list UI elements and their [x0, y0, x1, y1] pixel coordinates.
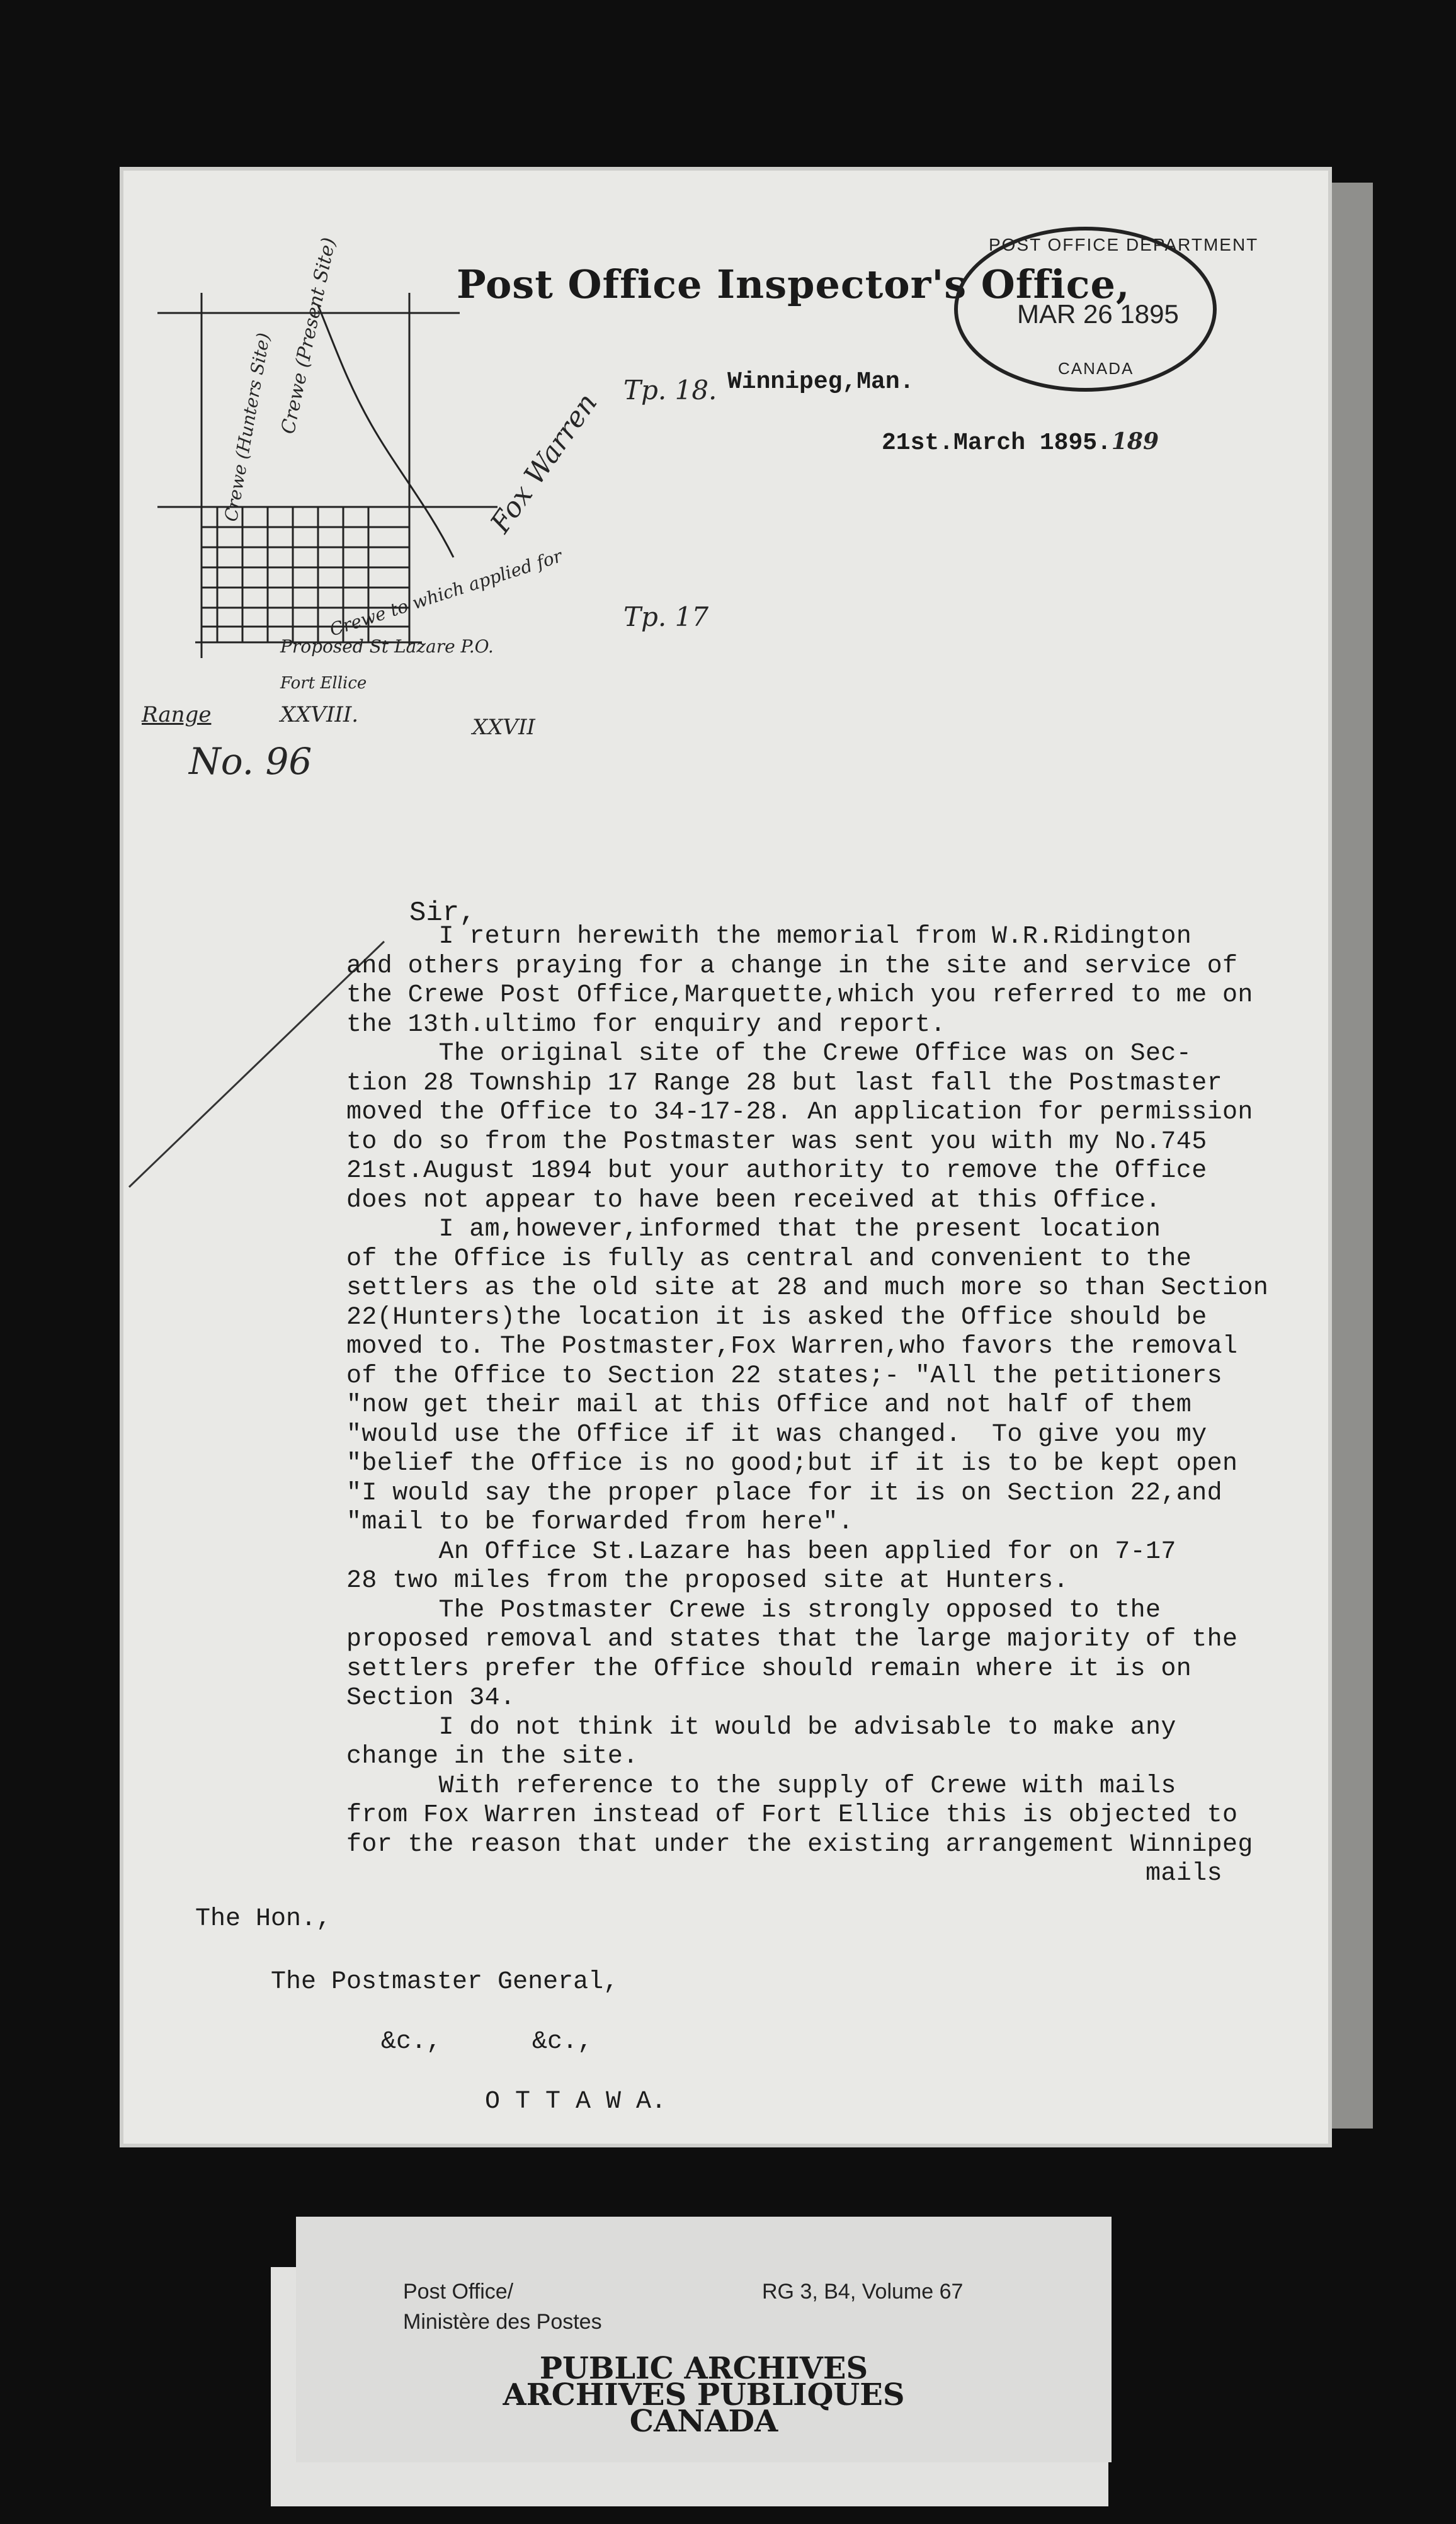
body-line: the Crewe Post Office,Marquette,which you referred to me on [346, 981, 1253, 1009]
map-label-range: Range [142, 702, 212, 727]
body-line: 21st.August 1894 but your authority to remove the Office [346, 1157, 1207, 1185]
map-label-st-lazare: Proposed St Lazare P.O. [280, 636, 494, 657]
archive-line-2: ARCHIVES PUBLIQUES [503, 2377, 905, 2413]
body-line: 22(Hunters)the location it is asked the Office should be [346, 1303, 1207, 1332]
stamp-bottom-text: CANADA [1058, 359, 1134, 378]
date-suffix: 189 [1111, 428, 1159, 455]
body-line: does not appear to have been received at this Office. [346, 1186, 1161, 1215]
letter-date [882, 428, 1159, 457]
archive-line-1: PUBLIC ARCHIVES [539, 2351, 868, 2386]
body-line: settlers as the old site at 28 and much more so than Section [346, 1274, 1269, 1302]
body-line: change in the site. [346, 1742, 639, 1771]
body-line: the 13th.ultimo for enquiry and report. [346, 1010, 946, 1039]
map-label-range-28: XXVIII. [280, 702, 359, 727]
letterhead-title: Post Office Inspector's Office, [457, 261, 1130, 307]
body-line: I am,however,informed that the present location [346, 1215, 1161, 1244]
body-line: I return herewith the memorial from W.R.Ridington [346, 923, 1192, 951]
body-line: "now get their mail at this Office and not half of them [346, 1391, 1192, 1419]
body-line: An Office St.Lazare has been applied for on 7-17 [346, 1537, 1176, 1566]
body-line: from Fox Warren instead of Fort Ellice this is objected to [346, 1801, 1238, 1829]
archive-card [296, 2217, 1112, 2462]
map-label-fox-warren: Fox Warren [484, 387, 604, 539]
body-line: for the reason that under the existing arrangement Winnipeg [346, 1830, 1253, 1859]
body-line: of the Office is fully as central and convenient to the [346, 1244, 1192, 1273]
body-line: moved the Office to 34-17-28. An application for permission [346, 1098, 1253, 1127]
salutation: Sir, [409, 897, 476, 929]
archive-reference: RG 3, B4, Volume 67 [762, 2280, 964, 2304]
body-line: The original site of the Crewe Office was on Sec- [346, 1040, 1192, 1068]
addressee-line-4: O T T A W A. [485, 2088, 667, 2116]
body-line: 28 two miles from the proposed site at Hunters. [346, 1567, 1069, 1595]
addressee-line-2: The Postmaster General, [271, 1968, 619, 1996]
map-label-tp18: Tp. 18. [623, 375, 717, 406]
map-label-crewe-hunters: Crewe (Hunters Site) [220, 331, 275, 523]
stamp-top-text: POST OFFICE DEPARTMENT [989, 235, 1259, 254]
archive-line-3: CANADA [629, 2404, 778, 2439]
body-line: Section 34. [346, 1684, 516, 1712]
body-line: proposed removal and states that the large majority of the [346, 1625, 1238, 1654]
stamp-date: MAR 26 1895 [1017, 299, 1179, 329]
body-line: "belief the Office is no good;but if it is to be kept open [346, 1450, 1238, 1478]
body-line: With reference to the supply of Crewe with mails [346, 1771, 1176, 1800]
archive-stamp [296, 2351, 1112, 2439]
date-text: 21st.March 1895. [882, 429, 1112, 457]
body-line: of the Office to Section 22 states;- "All the petitioners [346, 1361, 1223, 1390]
body-line: I do not think it would be advisable to make any [346, 1713, 1176, 1742]
addressee-line-3: &c., &c., [381, 2028, 593, 2056]
map-label-crewe-present: Crewe (Present Site) [277, 236, 341, 436]
letter-page [120, 167, 1332, 2147]
letter-number: No. 96 [189, 740, 312, 783]
body-line: moved to. The Postmaster,Fox Warren,who favors the removal [346, 1333, 1238, 1361]
body-line: "I would say the proper place for it is on Section 22,and [346, 1479, 1223, 1508]
map-label-tp17: Tp. 17 [623, 601, 709, 632]
map-label-crewe-applied: Crewe to which applied for [327, 545, 565, 640]
body-line: and others praying for a change in the site and service of [346, 952, 1238, 981]
body-line: "would use the Office if it was changed. To give you my [346, 1420, 1207, 1449]
addressee-line-1: The Hon., [195, 1905, 332, 1933]
body-line: tion 28 Township 17 Range 28 but last fall the Postmaster [346, 1069, 1223, 1098]
map-label-range-27: XXVII [472, 715, 535, 740]
body-line: The Postmaster Crewe is strongly opposed to the [346, 1596, 1161, 1625]
map-label-fort-ellice: Fort Ellice [280, 674, 367, 693]
archive-dept: Post Office/ [403, 2280, 514, 2304]
letter-body [346, 923, 1385, 1889]
body-line: mails [346, 1860, 1223, 1888]
archive-dept-fr: Ministère des Postes [403, 2310, 602, 2334]
body-line: settlers prefer the Office should remain where it is on [346, 1654, 1192, 1683]
body-line: to do so from the Postmaster was sent you with my No.745 [346, 1127, 1207, 1156]
body-line: "mail to be forwarded from here". [346, 1508, 854, 1537]
letter-place: Winnipeg,Man. [727, 368, 914, 395]
